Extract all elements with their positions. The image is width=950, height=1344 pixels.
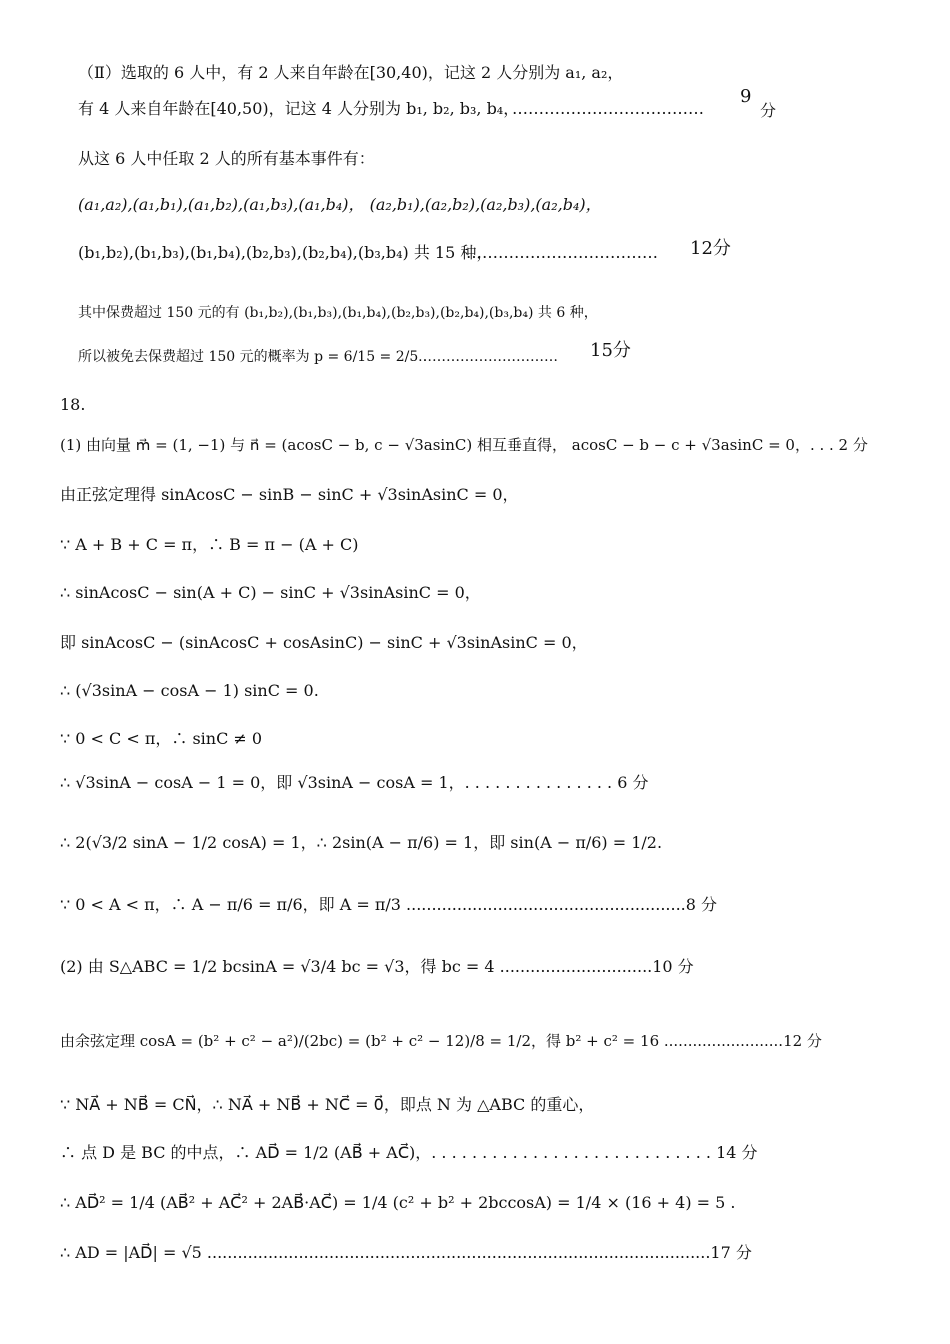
q18-step-3: ∵ A + B + C = π，∴ B = π − (A + C): [60, 535, 359, 554]
q18-step-6: ∴ (√3sinA − cosA − 1) sinC = 0.: [60, 681, 319, 700]
part-two-line-2: 有 4 人来自年龄在[40,50)，记这 4 人分别为 b₁, b₂, b₃, b₄，: [78, 99, 520, 118]
q18-step-9: ∴ 2(√3/2 sinA − 1/2 cosA) = 1，∴ 2sin(A − π/6) = 1，即 sin(A − π/6) = 1/2.: [60, 833, 663, 852]
q18-step-14: ∴ 点 D 是 BC 的中点，∴ AD⃗ = 1/2 (AB⃗ + AC⃗)，. . . . . . . . . . . . . . . . . . . . . . . . . . . . 14 分: [60, 1143, 758, 1162]
q18-step-8: ∴ √3sinA − cosA − 1 = 0，即 √3sinA − cosA = 1，. . . . . . . . . . . . . . . 6 分: [60, 773, 649, 792]
part-two-line-7-dots: …………………………: [418, 349, 558, 365]
q18-step-2: 由正弦定理得 sinAcosC − sinB − sinC + √3sinAsinC = 0，: [60, 485, 519, 504]
q18-step-1: (1) 由向量 m⃗ = (1, −1) 与 n⃗ = (acosC − b, c − √3asinC) 相互垂直得， acosC − b − c + √3asinC = 0，. . . 2 分: [60, 436, 868, 454]
part-two-line-3: 从这 6 人中任取 2 人的所有基本事件有：: [78, 149, 375, 168]
part-two-line-4: (a₁,a₂),(a₁,b₁),(a₁,b₂),(a₁,b₃),(a₁,b₄)， (a₂,b₁),(a₂,b₂),(a₂,b₃),(a₂,b₄)，: [78, 195, 602, 214]
q18-step-12: 由余弦定理 cosA = (b² + c² − a²)/(2bc) = (b² + c² − 12)/8 = 1/2，得 b² + c² = 16 .........................12 分: [60, 1032, 822, 1050]
score-12: 12分: [690, 238, 731, 259]
q18-step-10: ∵ 0 < A < π，∴ A − π/6 = π/6，即 A = π/3 .......................................................8 分: [60, 895, 718, 914]
part-two-line-1: （Ⅱ）选取的 6 人中，有 2 人来自年龄在[30,40)，记这 2 人分别为 a₁, a₂，: [78, 63, 624, 82]
q18-step-13: ∵ NA⃗ + NB⃗ = CN⃗，∴ NA⃗ + NB⃗ + NC⃗ = 0⃗，即点 N 为 △ABC 的重心，: [60, 1095, 595, 1114]
q18-step-16: ∴ AD = |AD⃗| = √5 ...................................................................................................17 分: [60, 1243, 752, 1262]
part-two-line-2-dots: ………………………………: [512, 99, 704, 118]
score-15: 15分: [590, 340, 631, 361]
score-9-unit: 分: [760, 101, 777, 120]
q18-step-4: ∴ sinAcosC − sin(A + C) − sinC + √3sinAsinC = 0，: [60, 583, 481, 602]
part-two-line-7: 所以被免去保费超过 150 元的概率为 p = 6/15 = 2/5 .: [78, 349, 428, 365]
part-two-line-5-dots: ………………………………: [466, 243, 658, 262]
part-two-line-5: (b₁,b₂),(b₁,b₃),(b₁,b₄),(b₂,b₃),(b₂,b₄),(b₃,b₄) 共 15 种，: [78, 243, 493, 262]
q18-step-7: ∵ 0 < C < π，∴ sinC ≠ 0: [60, 729, 263, 748]
score-9: 9: [740, 86, 752, 107]
q18-step-15: ∴ AD⃗² = 1/4 (AB⃗² + AC⃗² + 2AB⃗·AC⃗) = 1/4 (c² + b² + 2bccosA) = 1/4 × (16 + 4) = 5 .: [60, 1193, 736, 1212]
q18-step-11: (2) 由 S△ABC = 1/2 bcsinA = √3/4 bc = √3，得 bc = 4 ..............................10 分: [60, 957, 694, 976]
question-18-number: 18.: [60, 395, 86, 414]
part-two-line-6: 其中保费超过 150 元的有 (b₁,b₂),(b₁,b₃),(b₁,b₄),(b₂,b₃),(b₂,b₄),(b₃,b₄) 共 6 种，: [78, 305, 598, 321]
q18-step-5: 即 sinAcosC − (sinAcosC + cosAsinC) − sinC + √3sinAsinC = 0，: [60, 633, 588, 652]
